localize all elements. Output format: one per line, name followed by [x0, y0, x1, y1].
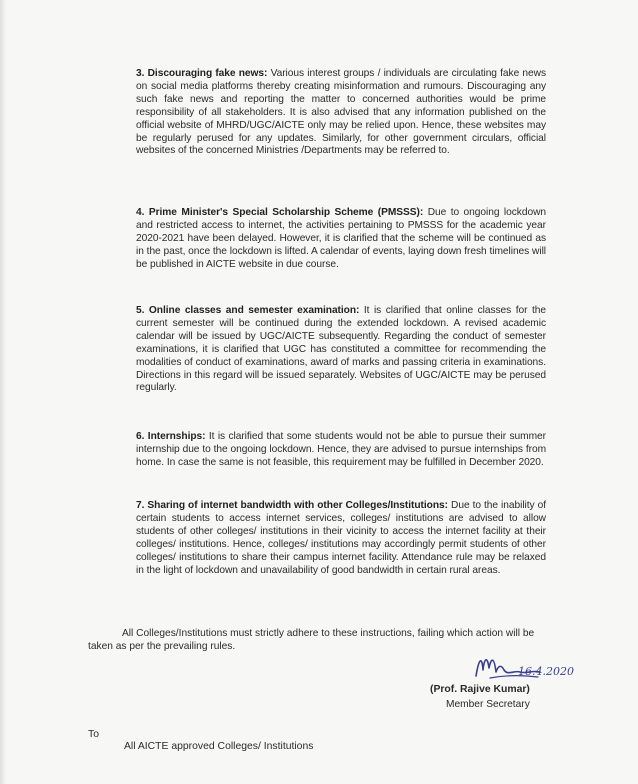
- section-body: Due to ongoing lockdown and restricted access to internet, the activities pertaining to PMSSS for the academic year 2020-2021 have been delayed. However, it is clarified that the scheme will be continued as in the past, once the lockdown is lifted. A calendar of events, laying down fresh timelines will be published in AICTE website in due course.: [136, 207, 547, 270]
- page-edge-shadow: [0, 0, 6, 784]
- to-label: To: [88, 729, 99, 740]
- section-heading: 3. Discouraging fake news:: [136, 68, 268, 79]
- signatory-name: (Prof. Rajive Kumar): [430, 684, 530, 695]
- section-bandwidth-sharing: [136, 500, 546, 577]
- recipient-addressee: All AICTE approved Colleges/ Institutions: [124, 741, 314, 752]
- section-heading: 5. Online classes and semester examination:: [136, 305, 360, 316]
- section-heading: 6. Internships:: [136, 431, 206, 442]
- section-body: It is clarified that online classes for the current semester will be continued during the extended lockdown. A revised academic calendar will be issued by UGC/AICTE subsequently. Regarding the conduct of semester examinations, it is clarified that UGC has constituted a committee for recommending the modalities of conduct of examinations, award of marks and passing criteria in examinations. Directions in this regard will be issued separately. Websites of UGC/AICTE may be perused regularly.: [136, 305, 546, 394]
- section-heading: 7. Sharing of internet bandwidth with other Colleges/Institutions:: [136, 500, 448, 511]
- section-internships: [136, 431, 546, 470]
- section-online-classes: [136, 305, 546, 395]
- closing-statement: All Colleges/Institutions must strictly adhere to these instructions, failing which action will be taken as per the prevailing rules.: [88, 628, 535, 652]
- signature-date: 16.4.2020: [518, 665, 574, 678]
- section-body: It is clarified that some students would not be able to pursue their summer internship due to the ongoing lockdown. Hence, they are advised to pursue internships from home. In case the same is not feasible, this requirement may be fulfilled in December 2020.: [136, 431, 546, 468]
- section-pmsss: [136, 207, 546, 272]
- section-body: Due to the inability of certain students to access internet services, colleges/ institutions are advised to allow students of other colleges/ institutions in their vicinity to access the internet facility at their colleges/ institutions. Hence, colleges/ institutions may accordingly permit students of other colleges/ institutions to share their campus internet facility. Attendance rule may be relaxed in the light of lockdown and unavailability of good bandwidth in certain rural areas.: [136, 500, 546, 576]
- section-body: Various interest groups / individuals are circulating fake news on social media platforms thereby creating misinformation and rumours. Discouraging any such fake news and reporting the matter to concerned authorities would be prime responsibility of all stakeholders. It is also advised that any information published on the official website of MHRD/UGC/AICTE only may be relied upon. Hence, these websites may be regularly perused for any updates. Similarly, for other government circulars, official websites of the concerned Ministries /Departments may be referred to.: [136, 68, 547, 157]
- section-discouraging-fake-news: [136, 68, 546, 158]
- signatory-title: Member Secretary: [446, 699, 530, 710]
- section-heading: 4. Prime Minister's Special Scholarship Scheme (PMSSS):: [136, 207, 424, 218]
- handwritten-signature: [470, 648, 588, 688]
